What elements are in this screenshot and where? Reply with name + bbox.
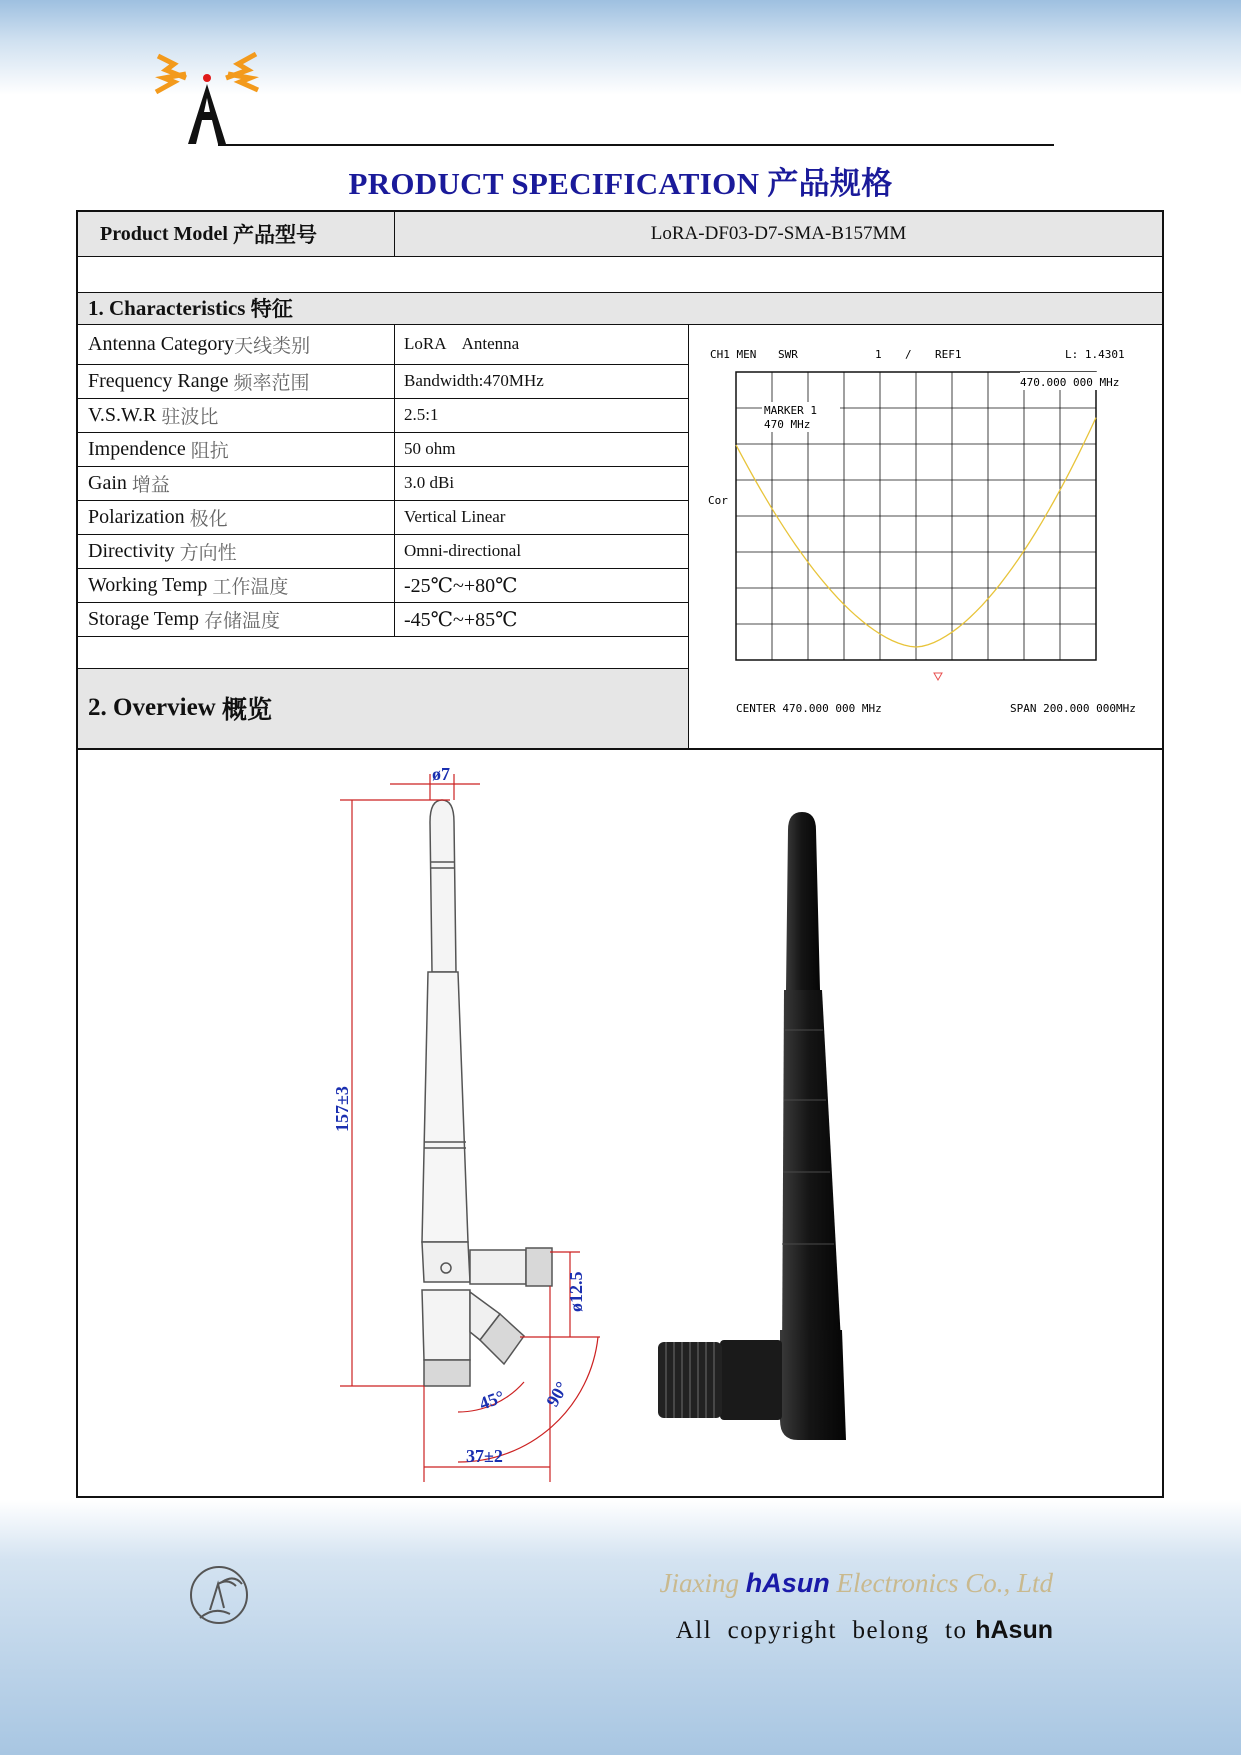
drawing-connector-side <box>470 1250 526 1284</box>
dim-connector-diameter: ø12.5 <box>566 1271 586 1312</box>
company-logo-icon <box>152 48 262 148</box>
antenna-technical-drawing <box>320 762 650 1482</box>
company-brand: hAsun <box>745 1568 830 1598</box>
spec-label-polarization: Polarization 极化 <box>88 505 228 530</box>
copyright-line <box>676 1616 1053 1645</box>
spec-label-storage-temp: Storage Temp 存储温度 <box>88 607 281 632</box>
spec-label-antenna-category: Antenna Category 天线类别 <box>88 332 311 357</box>
spec-label-impedance: Impendence 阻抗 <box>88 437 229 462</box>
plot-marker-freq: 470.000 000 MHz <box>1020 376 1120 389</box>
antenna-product-photo <box>630 800 870 1480</box>
drawing-body <box>422 1290 470 1360</box>
vswr-plot <box>690 340 1160 726</box>
spec-value-vswr: 2.5:1 <box>404 405 439 424</box>
characteristics-heading <box>88 292 293 324</box>
title-en: PRODUCT SPECIFICATION <box>348 166 760 201</box>
rule-12 <box>78 636 688 637</box>
dim-angle-small: 45° <box>476 1386 508 1414</box>
title-zh: 产品规格 <box>767 166 893 202</box>
dim-length: 157±3 <box>332 1086 352 1132</box>
plot-marker-sub: 470 MHz <box>764 418 811 431</box>
spec-label-frequency-range: Frequency Range 频率范围 <box>88 369 310 394</box>
page-title <box>0 158 1241 203</box>
plot-channel-label: CH1 MEN <box>710 348 757 361</box>
spec-value-frequency-range: Bandwidth:470MHz <box>404 371 544 390</box>
overview-heading-en: 2. Overview <box>88 694 216 721</box>
spec-value-impedance: 50 ohm <box>404 439 456 458</box>
dim-diameter: ø7 <box>432 764 450 784</box>
plot-span-label: SPAN 200.000 000MHz <box>1010 702 1136 715</box>
spec-label-vswr: V.S.W.R 驻波比 <box>88 403 219 428</box>
copyright-brand: hAsun <box>975 1616 1053 1644</box>
copyright-text: All copyright belong to <box>675 1617 968 1644</box>
overview-heading-zh: 概览 <box>221 695 272 724</box>
spec-value-working-temp: -25℃~+80℃ <box>404 574 518 597</box>
spec-value-polarization: Vertical Linear <box>404 507 506 526</box>
drawing-whip <box>422 972 468 1242</box>
company-suffix: Electronics Co., Ltd <box>836 1568 1053 1598</box>
plot-marker-label: MARKER 1 <box>764 404 817 417</box>
model-label <box>100 212 317 256</box>
spec-value-directivity: Omni-directional <box>404 541 522 560</box>
spec-label-gain: Gain 增益 <box>88 471 170 496</box>
plot-level-label: L: 1.4301 <box>1065 348 1125 361</box>
model-value: LoRA-DF03-D7-SMA-B157MM <box>650 223 907 244</box>
plot-trace-label: SWR <box>778 348 798 361</box>
rule-1 <box>78 256 1162 257</box>
company-name <box>660 1568 1053 1599</box>
spec-value-storage-temp: -45℃~+85℃ <box>404 608 518 631</box>
spec-label-directivity: Directivity 方向性 <box>88 539 237 564</box>
dim-width: 37±2 <box>466 1446 503 1466</box>
spec-label-working-temp: Working Temp 工作温度 <box>88 573 289 598</box>
footer-logo-icon <box>184 1560 254 1630</box>
spec-value-antenna-category: LoRA Antenna <box>404 334 520 353</box>
drawing-hinge <box>422 1242 470 1282</box>
drawing-tip <box>430 800 456 972</box>
overview-heading <box>88 668 272 748</box>
plot-ref-label: REF1 <box>935 348 962 361</box>
plot-slash: / <box>905 348 912 361</box>
model-label-en: Product Model <box>100 222 228 245</box>
plot-side-label: Cor <box>708 494 728 507</box>
plot-scale-label: 1 <box>875 348 882 361</box>
col-rule-b <box>394 324 395 636</box>
drawing-nut-bottom <box>424 1360 470 1386</box>
spec-value-gain: 3.0 dBi <box>404 473 455 492</box>
plot-center-label: CENTER 470.000 000 MHz <box>736 702 882 715</box>
rule-14 <box>78 748 1162 750</box>
company-prefix: Jiaxing <box>659 1568 739 1598</box>
col-rule-c <box>688 324 689 748</box>
characteristics-heading-en: 1. Characteristics <box>88 295 246 320</box>
model-label-zh: 产品型号 <box>232 223 317 247</box>
header-rule <box>218 144 1054 146</box>
drawing-nut-side <box>526 1248 552 1286</box>
characteristics-heading-zh: 特征 <box>250 297 293 321</box>
dim-angle-large: 90° <box>542 1378 573 1410</box>
marker-triangle-icon <box>934 673 942 680</box>
